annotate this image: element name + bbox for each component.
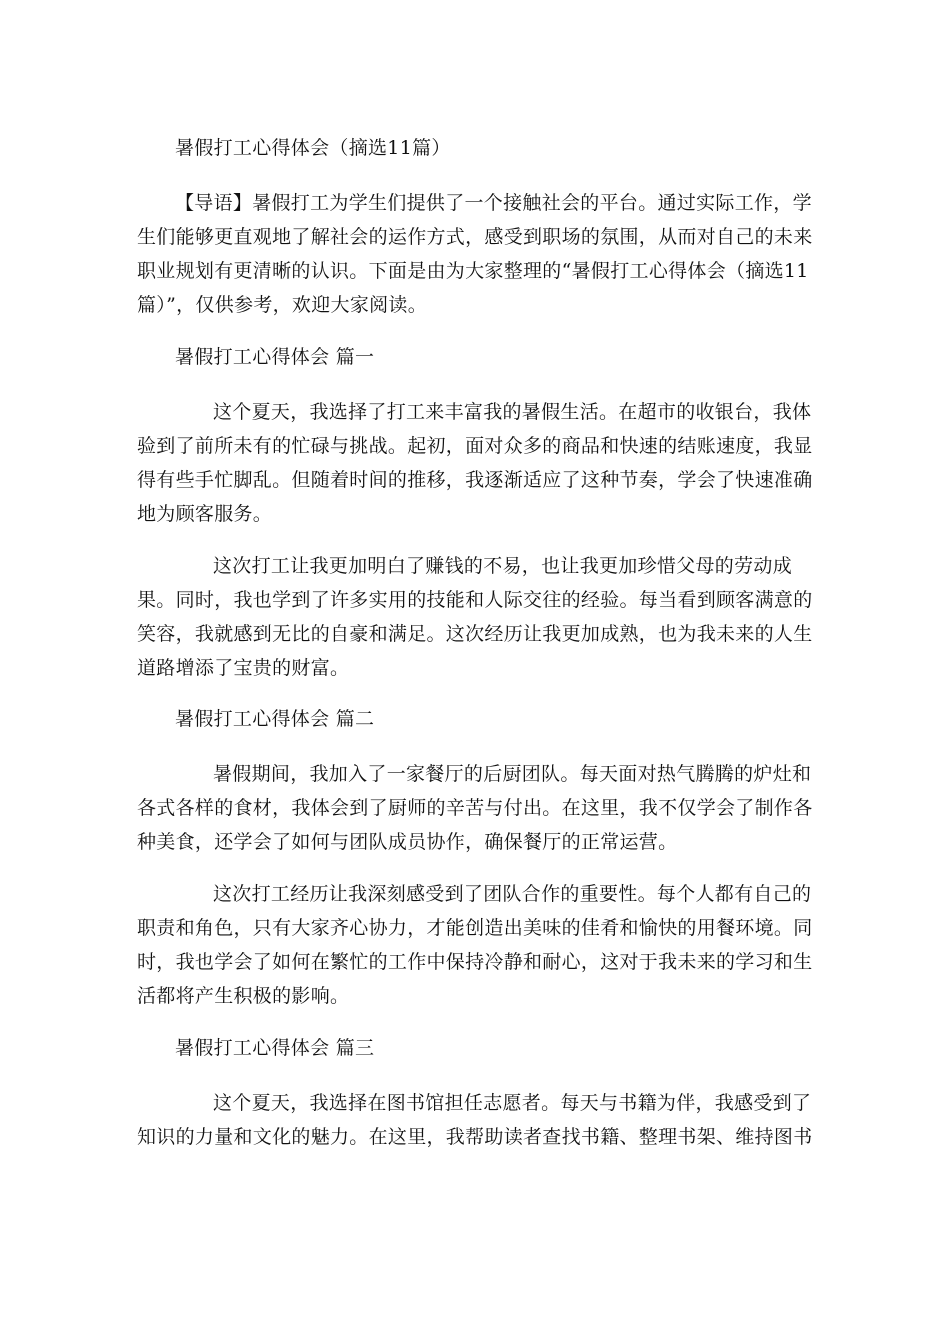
- section-1-paragraph-1: 这个夏天，我选择了打工来丰富我的暑假生活。在超市的收银台，我体验到了前所未有的忙碌与挑战。起初，面对众多的商品和快速的结账速度，我显得有些手忙脚乱。但随着时间的推移，我逐渐适应了这种节奏，学会了快速准确地为顾客服务。: [137, 401, 813, 525]
- section-1-paragraph-2: 这次打工让我更加明白了赚钱的不易，也让我更加珍惜父母的劳动成果。同时，我也学到了许多实用的技能和人际交往的经验。每当看到顾客满意的笑容，我就感到无比的自豪和满足。这次经历让我更加成熟，也为我未来的人生道路增添了宝贵的财富。: [137, 555, 813, 679]
- section-heading-1: 暑假打工心得体会 篇一: [175, 346, 375, 368]
- intro-paragraph: 【导语】暑假打工为学生们提供了一个接触社会的平台。通过实际工作，学生们能够更直观地了解社会的运作方式，感受到职场的氛围，从而对自己的未来职业规划有更清晰的认识。下面是由为大家整理的“暑假打工心得体会（摘选11篇）”，仅供参考，欢迎大家阅读。: [137, 192, 813, 316]
- section-2-paragraph-2: 这次打工经历让我深刻感受到了团队合作的重要性。每个人都有自己的职责和角色，只有大家齐心协力，才能创造出美味的佳肴和愉快的用餐环境。同时，我也学会了如何在繁忙的工作中保持冷静和耐心，这对于我未来的学习和生活都将产生积极的影响。: [137, 883, 813, 1007]
- section-heading-2: 暑假打工心得体会 篇二: [175, 708, 375, 730]
- section-2-paragraph-1: 暑假期间，我加入了一家餐厅的后厨团队。每天面对热气腾腾的炉灶和各式各样的食材，我体会到了厨师的辛苦与付出。在这里，我不仅学会了制作各种美食，还学会了如何与团队成员协作，确保餐厅的正常运营。: [137, 763, 813, 853]
- document-title: 暑假打工心得体会（摘选11篇）: [175, 137, 451, 159]
- section-3-paragraph-1: 这个夏天，我选择在图书馆担任志愿者。每天与书籍为伴，我感受到了知识的力量和文化的魅力。在这里，我帮助读者查找书籍、整理书架、维持图书: [137, 1092, 813, 1148]
- section-heading-3: 暑假打工心得体会 篇三: [175, 1037, 375, 1059]
